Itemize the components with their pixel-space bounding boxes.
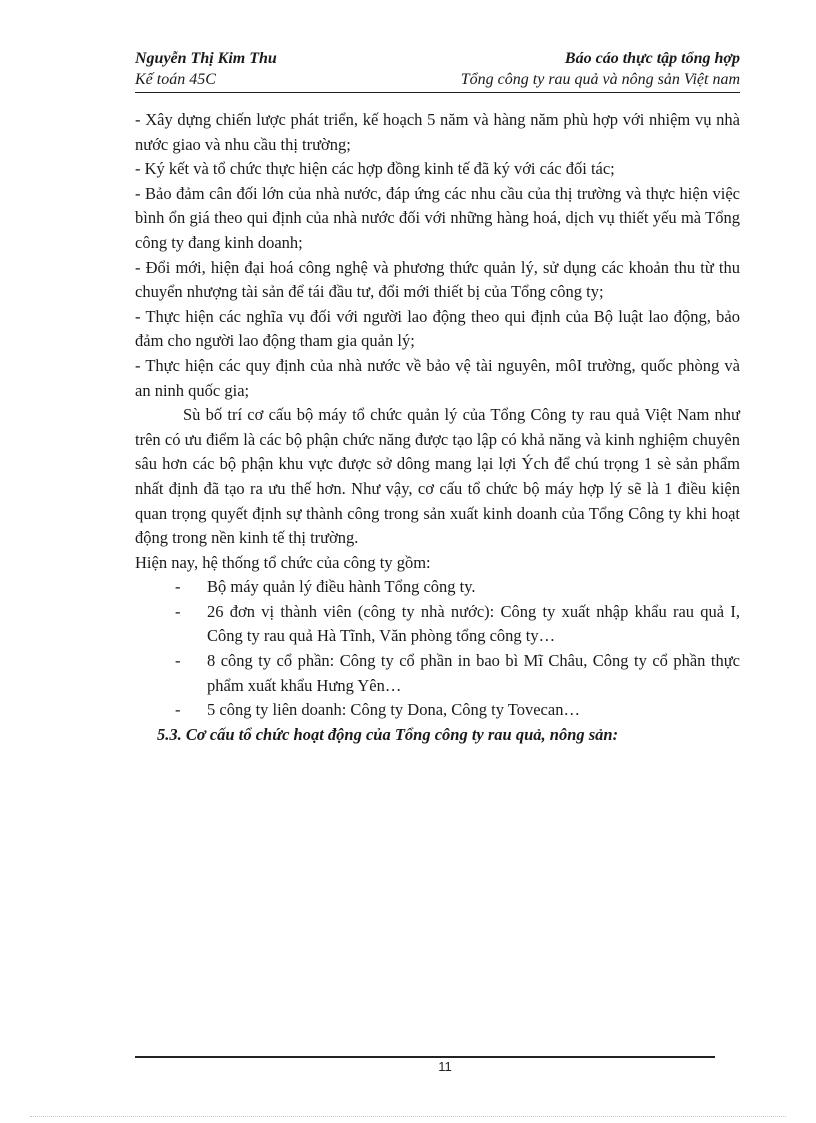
- paragraph-structure-summary: Sù bố trí cơ cấu bộ máy tổ chức quản lý của Tổng Công ty rau quả Việt Nam như trên có ưu điểm là các bộ phận chức năng được tạo lập có khả năng và kinh nghiệm chuyên sâu hơn các bộ phận khu vực được sở dông mang lại lợi Ých để chú trọng 1 sè sản phẩm nhất định đã tạo ra ưu thế hơn. Như vậy, cơ cấu tổ chức bộ máy hợp lý sẽ là 1 điều kiện quan trọng quyết định sự thành công trong sản xuất kinh doanh của Tổng Công ty khi hoạt động trong nền kinh tế thị trường.: [135, 405, 740, 548]
- paragraph: - Đổi mới, hiện đại hoá công nghệ và phương thức quản lý, sử dụng các khoản thu từ thu chuyển nhượng tài sản để tái đầu tư, đổi mới thiết bị của Tổng công ty;: [135, 257, 740, 302]
- paragraph: - Thực hiện các nghĩa vụ đối với người lao động theo qui định của Bộ luật lao động, bảo đảm cho người lao động tham gia quản lý;: [135, 306, 740, 351]
- header-class: Kế toán 45C: [135, 71, 216, 88]
- bullet-marker: -: [175, 601, 181, 621]
- header-rule: [135, 92, 740, 93]
- list-item: [175, 575, 740, 600]
- page-bottom-border: [30, 1116, 786, 1117]
- list-item: [175, 649, 740, 698]
- paragraph: - Ký kết và tổ chức thực hiện các hợp đồng kinh tế đã ký với các đối tác;: [135, 159, 615, 179]
- header-report-title: Báo cáo thực tập tổng hợp: [564, 50, 740, 67]
- paragraph: - Thực hiện các quy định của nhà nước về bảo vệ tài nguyên, môI trường, quốc phòng và an ninh quốc gia;: [135, 355, 740, 400]
- page-number: 11: [438, 1059, 452, 1074]
- list-item: [175, 698, 740, 723]
- page-header: [135, 48, 740, 93]
- list-item-text: 8 công ty cổ phần: Công ty cổ phần in bao bì Mĩ Châu, Công ty cổ phần thực phẩm xuất khẩu Hưng Yên…: [207, 651, 740, 695]
- footer-rule: [135, 1056, 715, 1058]
- header-author: Nguyễn Thị Kim Thu: [135, 50, 277, 67]
- list-item: [175, 600, 740, 649]
- list-item-text: 5 công ty liên doanh: Công ty Dona, Công ty Tovecan…: [207, 700, 580, 720]
- paragraph: - Xây dựng chiến lược phát triển, kế hoạch 5 năm và hàng năm phù hợp với nhiệm vụ nhà nước giao và nhu cầu thị trường;: [135, 110, 740, 154]
- bullet-marker: -: [175, 577, 181, 597]
- header-row-bottom: [135, 70, 740, 90]
- list-item-text: Bộ máy quản lý điều hành Tổng công ty.: [207, 577, 476, 597]
- paragraph: - Bảo đảm cân đối lớn của nhà nước, đáp ứng các nhu cầu của thị trường và thực hiện việc bình ổn giá theo qui định của nhà nước đối với những hàng hoá, dịch vụ thiết yếu mà Tổng công ty đang kinh doanh;: [135, 183, 740, 252]
- document-body: [135, 108, 740, 747]
- bullet-marker: -: [175, 700, 181, 720]
- list-item-text: 26 đơn vị thành viên (công ty nhà nước): Công ty xuất nhập khẩu rau quả I, Công ty rau quả Hà Tĩnh, Văn phòng tổng công ty…: [207, 601, 740, 646]
- paragraph-system-intro: Hiện nay, hệ thống tổ chức của công ty gồm:: [135, 552, 431, 572]
- section-heading: 5.3. Cơ cấu tổ chức hoạt động của Tổng công ty rau quả, nông sản:: [157, 724, 619, 744]
- organization-list: [135, 575, 740, 723]
- header-row-top: [135, 48, 740, 70]
- header-company: Tổng công ty rau quả và nông sản Việt nam: [460, 71, 740, 88]
- bullet-marker: -: [175, 651, 181, 671]
